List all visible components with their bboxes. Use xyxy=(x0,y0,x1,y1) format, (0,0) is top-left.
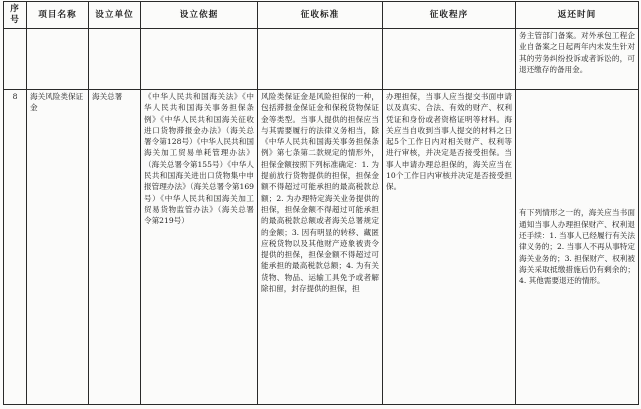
table-row-continuation xyxy=(4,29,639,90)
cont-standard-cell xyxy=(258,29,383,90)
header-basis: 设立依据 xyxy=(141,2,258,29)
cont-name-cell xyxy=(27,29,89,90)
row-unit-cell: 海关总署 xyxy=(89,90,141,405)
row-basis-cell: 《中华人民共和国海关法》《中华人民共和国海关事务担保条例》《中华人民共和国海关征收进口货物滞报金办法》（海关总署令第128号）《中华人民共和国海关加工贸易单耗管理办法》（海关总署令第155号）《中华人民共和国海关进出口货物集中申报管理办法》（海关总署令第169号）《中华人民共和国海关加工贸易货物监管办法》（海关总署令第219号） xyxy=(141,90,258,405)
cont-unit-cell xyxy=(89,29,141,90)
cont-num-cell xyxy=(4,29,27,90)
fee-table xyxy=(3,1,639,405)
row-standard-cell: 风险类保证金是风险担保的一种，包括滞报金保证金和保税货物保证金等类型。当事人提供的担保应当与其需要履行的法律义务相当，除《中华人民共和国海关事务担保条例》第七条第二款规定的情形外，担保金额按照下列标准确定：1. 为提前放行货物提供的担保，担保金额不得超过可能承担的最高税款总额；2. 为办理特定海关业务提供的担保，担保金额不得超过可能承担的最高税款总额或者海关总署规定的金额；3. 因有明显的转移、藏匿应税货物以及其他财产迹象被责令提供的担保，担保金额不得超过可能承担的最高税款总额；4. 为有关货物、物品、运输工具免予或者解除扣留，封存提供的担保，担 xyxy=(258,90,383,405)
header-return-time: 返还时间 xyxy=(516,2,639,29)
table-header-row xyxy=(4,2,639,29)
cont-return-time-cell: 务主管部门备案。对外承包工程企业自备案之日起两年内未发生针对其的劳务纠纷投诉或者诉讼的，可退还缴存的备用金。 xyxy=(516,29,639,90)
cont-basis-cell xyxy=(141,29,258,90)
header-unit: 设立单位 xyxy=(89,2,141,29)
header-name: 项目名称 xyxy=(27,2,89,29)
row-name-cell: 海关风险类保证金 xyxy=(27,90,89,405)
row-return-time-cell: 有下列情形之一的，海关应当书面通知当事人办理担保财产、权利退还手续：1. 当事人已经履行有关法律义务的；2. 当事人不再从事特定海关业务的；3. 担保财产、权利被海关采取抵缴措施后仍有剩余的；4. 其他需要退还的情形。 xyxy=(516,90,639,405)
row-procedure-cell: 办理担保，当事人应当提交书面申请以及真实、合法、有效的财产、权利凭证和身份或者资格证明等材料。海关应当自收到当事人提交的材料之日起5个工作日内对相关财产、权利等进行审核，并决定是否接受担保。当事人申请办理总担保的，海关应当在10个工作日内审核并决定是否接受担保。 xyxy=(383,90,516,405)
table-row xyxy=(4,90,639,405)
header-num: 序号 xyxy=(4,2,27,29)
row-num-cell: 8 xyxy=(4,90,27,405)
header-procedure: 征收程序 xyxy=(383,2,516,29)
cont-procedure-cell xyxy=(383,29,516,90)
header-standard: 征收标准 xyxy=(258,2,383,29)
